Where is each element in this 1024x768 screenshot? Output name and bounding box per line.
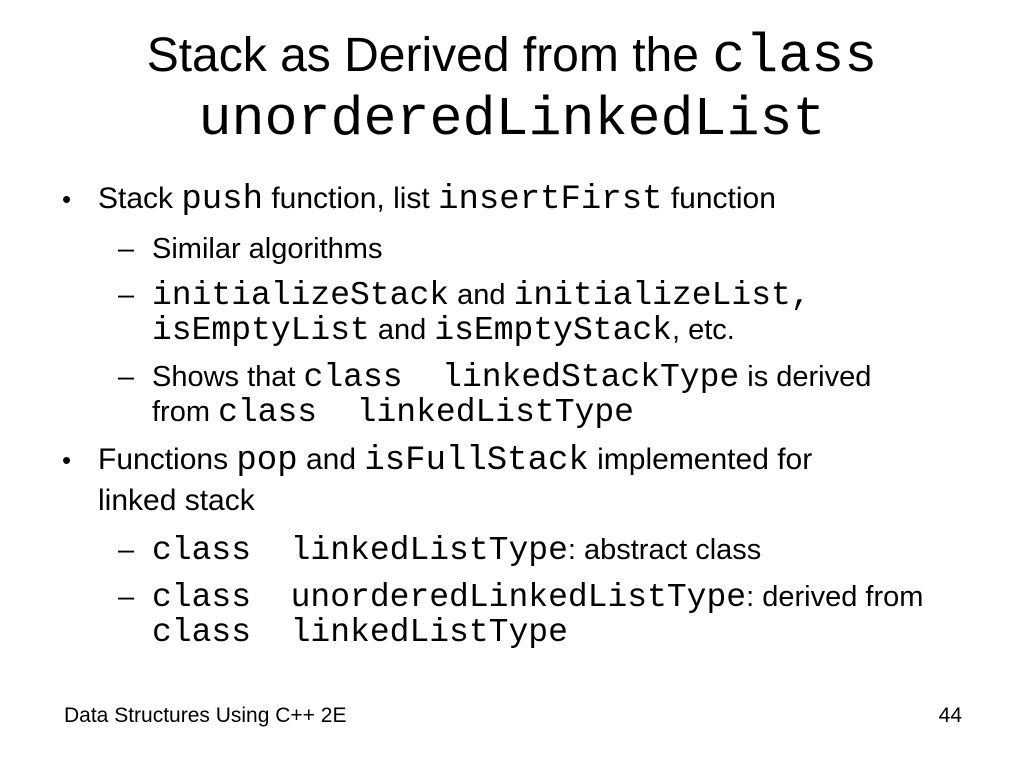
title-line (0, 88, 1024, 151)
list-item-segment-sans: and (297, 443, 365, 476)
list-item-segment-sans: Shows that (152, 361, 304, 393)
list-item-line (152, 278, 994, 313)
list-item-segment-sans: and (449, 279, 514, 311)
title-segment-mono: class (712, 25, 878, 88)
list-item (0, 278, 994, 348)
dash-marker: – (118, 233, 135, 265)
list-item-line (152, 395, 994, 430)
list-item-segment-mono: class linkedListType (152, 614, 568, 651)
list-item-segment-sans: function, list (263, 182, 439, 215)
list-item-segment-sans: and (369, 314, 435, 346)
dash-marker: – (118, 534, 135, 566)
page-number: 44 (938, 704, 962, 727)
list-item-segment-sans: is derived (739, 361, 872, 393)
list-item (0, 232, 994, 266)
list-item-segment-mono: insertFirst (438, 181, 663, 219)
list-item-line (152, 615, 994, 650)
footer (64, 704, 962, 728)
bullet-marker: • (62, 445, 72, 475)
list-item-segment-mono: isFullStack (364, 442, 589, 480)
list-item-segment-mono: initializeStack (152, 277, 450, 314)
list-item (0, 360, 994, 430)
list-item-segment-mono: class unorderedLinkedListType (152, 579, 747, 616)
list-item-line (152, 232, 994, 266)
list-item-segment-sans: function (662, 182, 776, 215)
slide-title (0, 0, 1024, 151)
list-item-line (98, 481, 994, 521)
list-item-segment-sans: Similar algorithms (152, 233, 383, 265)
list-item-line (98, 440, 994, 481)
list-item-segment-sans: , etc. (671, 314, 735, 346)
dash-marker: – (118, 279, 135, 311)
list-item-segment-mono: initializeList, (513, 277, 811, 314)
list-item-line (152, 533, 994, 568)
list-item-segment-sans: from (152, 396, 219, 428)
list-item-line (152, 360, 994, 395)
title-segment-mono: unorderedLinkedList (198, 88, 826, 151)
list-item-line (98, 179, 994, 220)
list-item-segment-mono: isEmptyList (152, 312, 370, 349)
footer-title: Data Structures Using C++ 2E (64, 704, 347, 727)
dash-marker: – (118, 581, 135, 613)
list-item-line (152, 313, 994, 348)
bullet-marker: • (62, 184, 72, 214)
list-item-segment-mono: pop (236, 442, 298, 480)
list-item-segment-mono: push (181, 181, 263, 219)
list-item-segment-mono: isEmptyStack (434, 312, 672, 349)
list-item (0, 440, 994, 521)
list-item-segment-sans: Functions (98, 443, 237, 476)
list-item (0, 533, 994, 568)
list-item (0, 179, 994, 220)
list-item-segment-sans: linked stack (98, 484, 255, 517)
list-item-segment-sans: : abstract class (567, 534, 762, 566)
list-item-segment-mono: class linkedListType (152, 532, 568, 569)
list-item-segment-mono: class linkedListType (218, 394, 634, 431)
dash-marker: – (118, 361, 135, 393)
title-line (0, 25, 1024, 88)
list-item-segment-sans: Stack (98, 182, 182, 215)
bullet-list (0, 179, 1024, 650)
list-item-segment-sans: implemented for (588, 443, 813, 476)
list-item (0, 580, 994, 650)
list-item-segment-sans: : derived from (746, 581, 924, 613)
title-segment-sans: Stack as Derived from the (146, 29, 713, 82)
list-item-segment-mono: class linkedStackType (303, 359, 740, 396)
list-item-line (152, 580, 994, 615)
